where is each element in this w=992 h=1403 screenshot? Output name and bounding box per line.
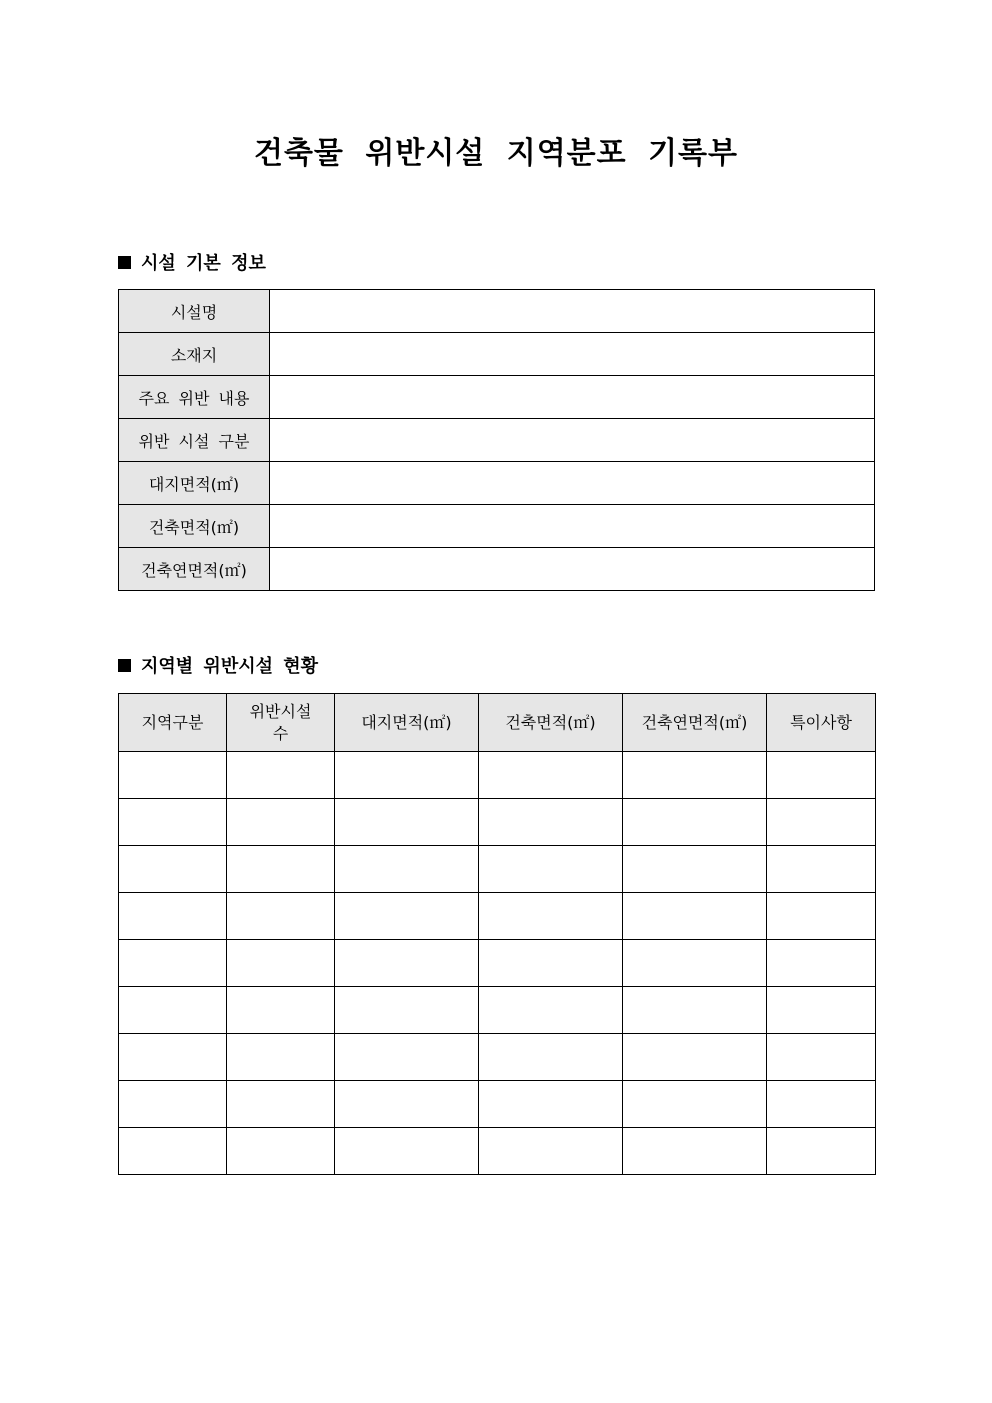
region-cell[interactable] bbox=[119, 1034, 227, 1081]
remarks-cell[interactable] bbox=[767, 1081, 876, 1128]
site-area-cell[interactable] bbox=[335, 752, 479, 799]
remarks-cell[interactable] bbox=[767, 1128, 876, 1175]
remarks-cell[interactable] bbox=[767, 893, 876, 940]
region-cell[interactable] bbox=[119, 752, 227, 799]
table-row bbox=[119, 1128, 876, 1175]
location-field[interactable] bbox=[270, 333, 875, 376]
section-heading-text: 시설 기본 정보 bbox=[141, 253, 266, 274]
column-header-region: 지역구분 bbox=[119, 694, 227, 752]
table-row bbox=[119, 752, 876, 799]
violation-count-cell[interactable] bbox=[227, 940, 335, 987]
table-row bbox=[119, 987, 876, 1034]
building-area-cell[interactable] bbox=[479, 1128, 623, 1175]
table-row bbox=[119, 1081, 876, 1128]
column-header-violation-count: 위반시설 수 bbox=[227, 694, 335, 752]
square-bullet-icon bbox=[118, 659, 131, 672]
site-area-cell[interactable] bbox=[335, 940, 479, 987]
remarks-cell[interactable] bbox=[767, 940, 876, 987]
site-area-cell[interactable] bbox=[335, 846, 479, 893]
building-area-cell[interactable] bbox=[479, 1081, 623, 1128]
row-label: 주요 위반 내용 bbox=[119, 376, 270, 419]
region-cell[interactable] bbox=[119, 893, 227, 940]
region-cell[interactable] bbox=[119, 1128, 227, 1175]
violation-count-cell[interactable] bbox=[227, 893, 335, 940]
table-row bbox=[119, 548, 875, 591]
total-floor-area-cell[interactable] bbox=[623, 1128, 767, 1175]
violation-count-cell[interactable] bbox=[227, 846, 335, 893]
table-row bbox=[119, 1034, 876, 1081]
site-area-cell[interactable] bbox=[335, 1034, 479, 1081]
column-header-site-area: 대지면적(㎡) bbox=[335, 694, 479, 752]
remarks-cell[interactable] bbox=[767, 846, 876, 893]
facility-info-table bbox=[118, 289, 875, 591]
site-area-cell[interactable] bbox=[335, 1081, 479, 1128]
regional-table-body bbox=[119, 752, 876, 1175]
site-area-cell[interactable] bbox=[335, 893, 479, 940]
table-row bbox=[119, 940, 876, 987]
total-floor-area-cell[interactable] bbox=[623, 940, 767, 987]
table-row bbox=[119, 333, 875, 376]
section-heading-regional-status bbox=[118, 655, 318, 679]
table-row bbox=[119, 893, 876, 940]
building-area-cell[interactable] bbox=[479, 893, 623, 940]
total-floor-area-cell[interactable] bbox=[623, 799, 767, 846]
violation-count-cell[interactable] bbox=[227, 752, 335, 799]
building-area-cell[interactable] bbox=[479, 752, 623, 799]
row-label: 시설명 bbox=[119, 290, 270, 333]
total-floor-area-cell[interactable] bbox=[623, 846, 767, 893]
total-floor-area-cell[interactable] bbox=[623, 893, 767, 940]
site-area-cell[interactable] bbox=[335, 987, 479, 1034]
row-label: 건축연면적(㎡) bbox=[119, 548, 270, 591]
column-header-total-floor-area: 건축연면적(㎡) bbox=[623, 694, 767, 752]
violation-content-field[interactable] bbox=[270, 376, 875, 419]
site-area-cell[interactable] bbox=[335, 799, 479, 846]
facility-name-field[interactable] bbox=[270, 290, 875, 333]
total-floor-area-cell[interactable] bbox=[623, 752, 767, 799]
violation-count-cell[interactable] bbox=[227, 1081, 335, 1128]
region-cell[interactable] bbox=[119, 799, 227, 846]
violation-count-cell[interactable] bbox=[227, 987, 335, 1034]
remarks-cell[interactable] bbox=[767, 1034, 876, 1081]
region-cell[interactable] bbox=[119, 1081, 227, 1128]
row-label: 대지면적(㎡) bbox=[119, 462, 270, 505]
region-cell[interactable] bbox=[119, 846, 227, 893]
site-area-field[interactable] bbox=[270, 462, 875, 505]
building-area-cell[interactable] bbox=[479, 1034, 623, 1081]
remarks-cell[interactable] bbox=[767, 799, 876, 846]
square-bullet-icon bbox=[118, 256, 131, 269]
row-label: 소재지 bbox=[119, 333, 270, 376]
total-floor-area-field[interactable] bbox=[270, 548, 875, 591]
building-area-cell[interactable] bbox=[479, 799, 623, 846]
total-floor-area-cell[interactable] bbox=[623, 1034, 767, 1081]
section-heading-basic-info bbox=[118, 252, 266, 276]
page-title: 건축물 위반시설 지역분포 기록부 bbox=[253, 136, 739, 171]
table-header-row bbox=[119, 694, 876, 752]
table-row bbox=[119, 290, 875, 333]
regional-violation-table bbox=[118, 693, 876, 1175]
remarks-cell[interactable] bbox=[767, 752, 876, 799]
table-row bbox=[119, 376, 875, 419]
site-area-cell[interactable] bbox=[335, 1128, 479, 1175]
table-row bbox=[119, 505, 875, 548]
total-floor-area-cell[interactable] bbox=[623, 987, 767, 1034]
region-cell[interactable] bbox=[119, 987, 227, 1034]
building-area-cell[interactable] bbox=[479, 846, 623, 893]
section-heading-text: 지역별 위반시설 현황 bbox=[141, 656, 319, 677]
violation-type-field[interactable] bbox=[270, 419, 875, 462]
building-area-cell[interactable] bbox=[479, 987, 623, 1034]
region-cell[interactable] bbox=[119, 940, 227, 987]
total-floor-area-cell[interactable] bbox=[623, 1081, 767, 1128]
table-row bbox=[119, 799, 876, 846]
building-area-field[interactable] bbox=[270, 505, 875, 548]
violation-count-cell[interactable] bbox=[227, 1034, 335, 1081]
table-row bbox=[119, 462, 875, 505]
remarks-cell[interactable] bbox=[767, 987, 876, 1034]
violation-count-cell[interactable] bbox=[227, 799, 335, 846]
row-label: 위반 시설 구분 bbox=[119, 419, 270, 462]
column-header-building-area: 건축면적(㎡) bbox=[479, 694, 623, 752]
building-area-cell[interactable] bbox=[479, 940, 623, 987]
table-row bbox=[119, 846, 876, 893]
table-row bbox=[119, 419, 875, 462]
violation-count-cell[interactable] bbox=[227, 1128, 335, 1175]
row-label: 건축면적(㎡) bbox=[119, 505, 270, 548]
column-header-remarks: 특이사항 bbox=[767, 694, 876, 752]
